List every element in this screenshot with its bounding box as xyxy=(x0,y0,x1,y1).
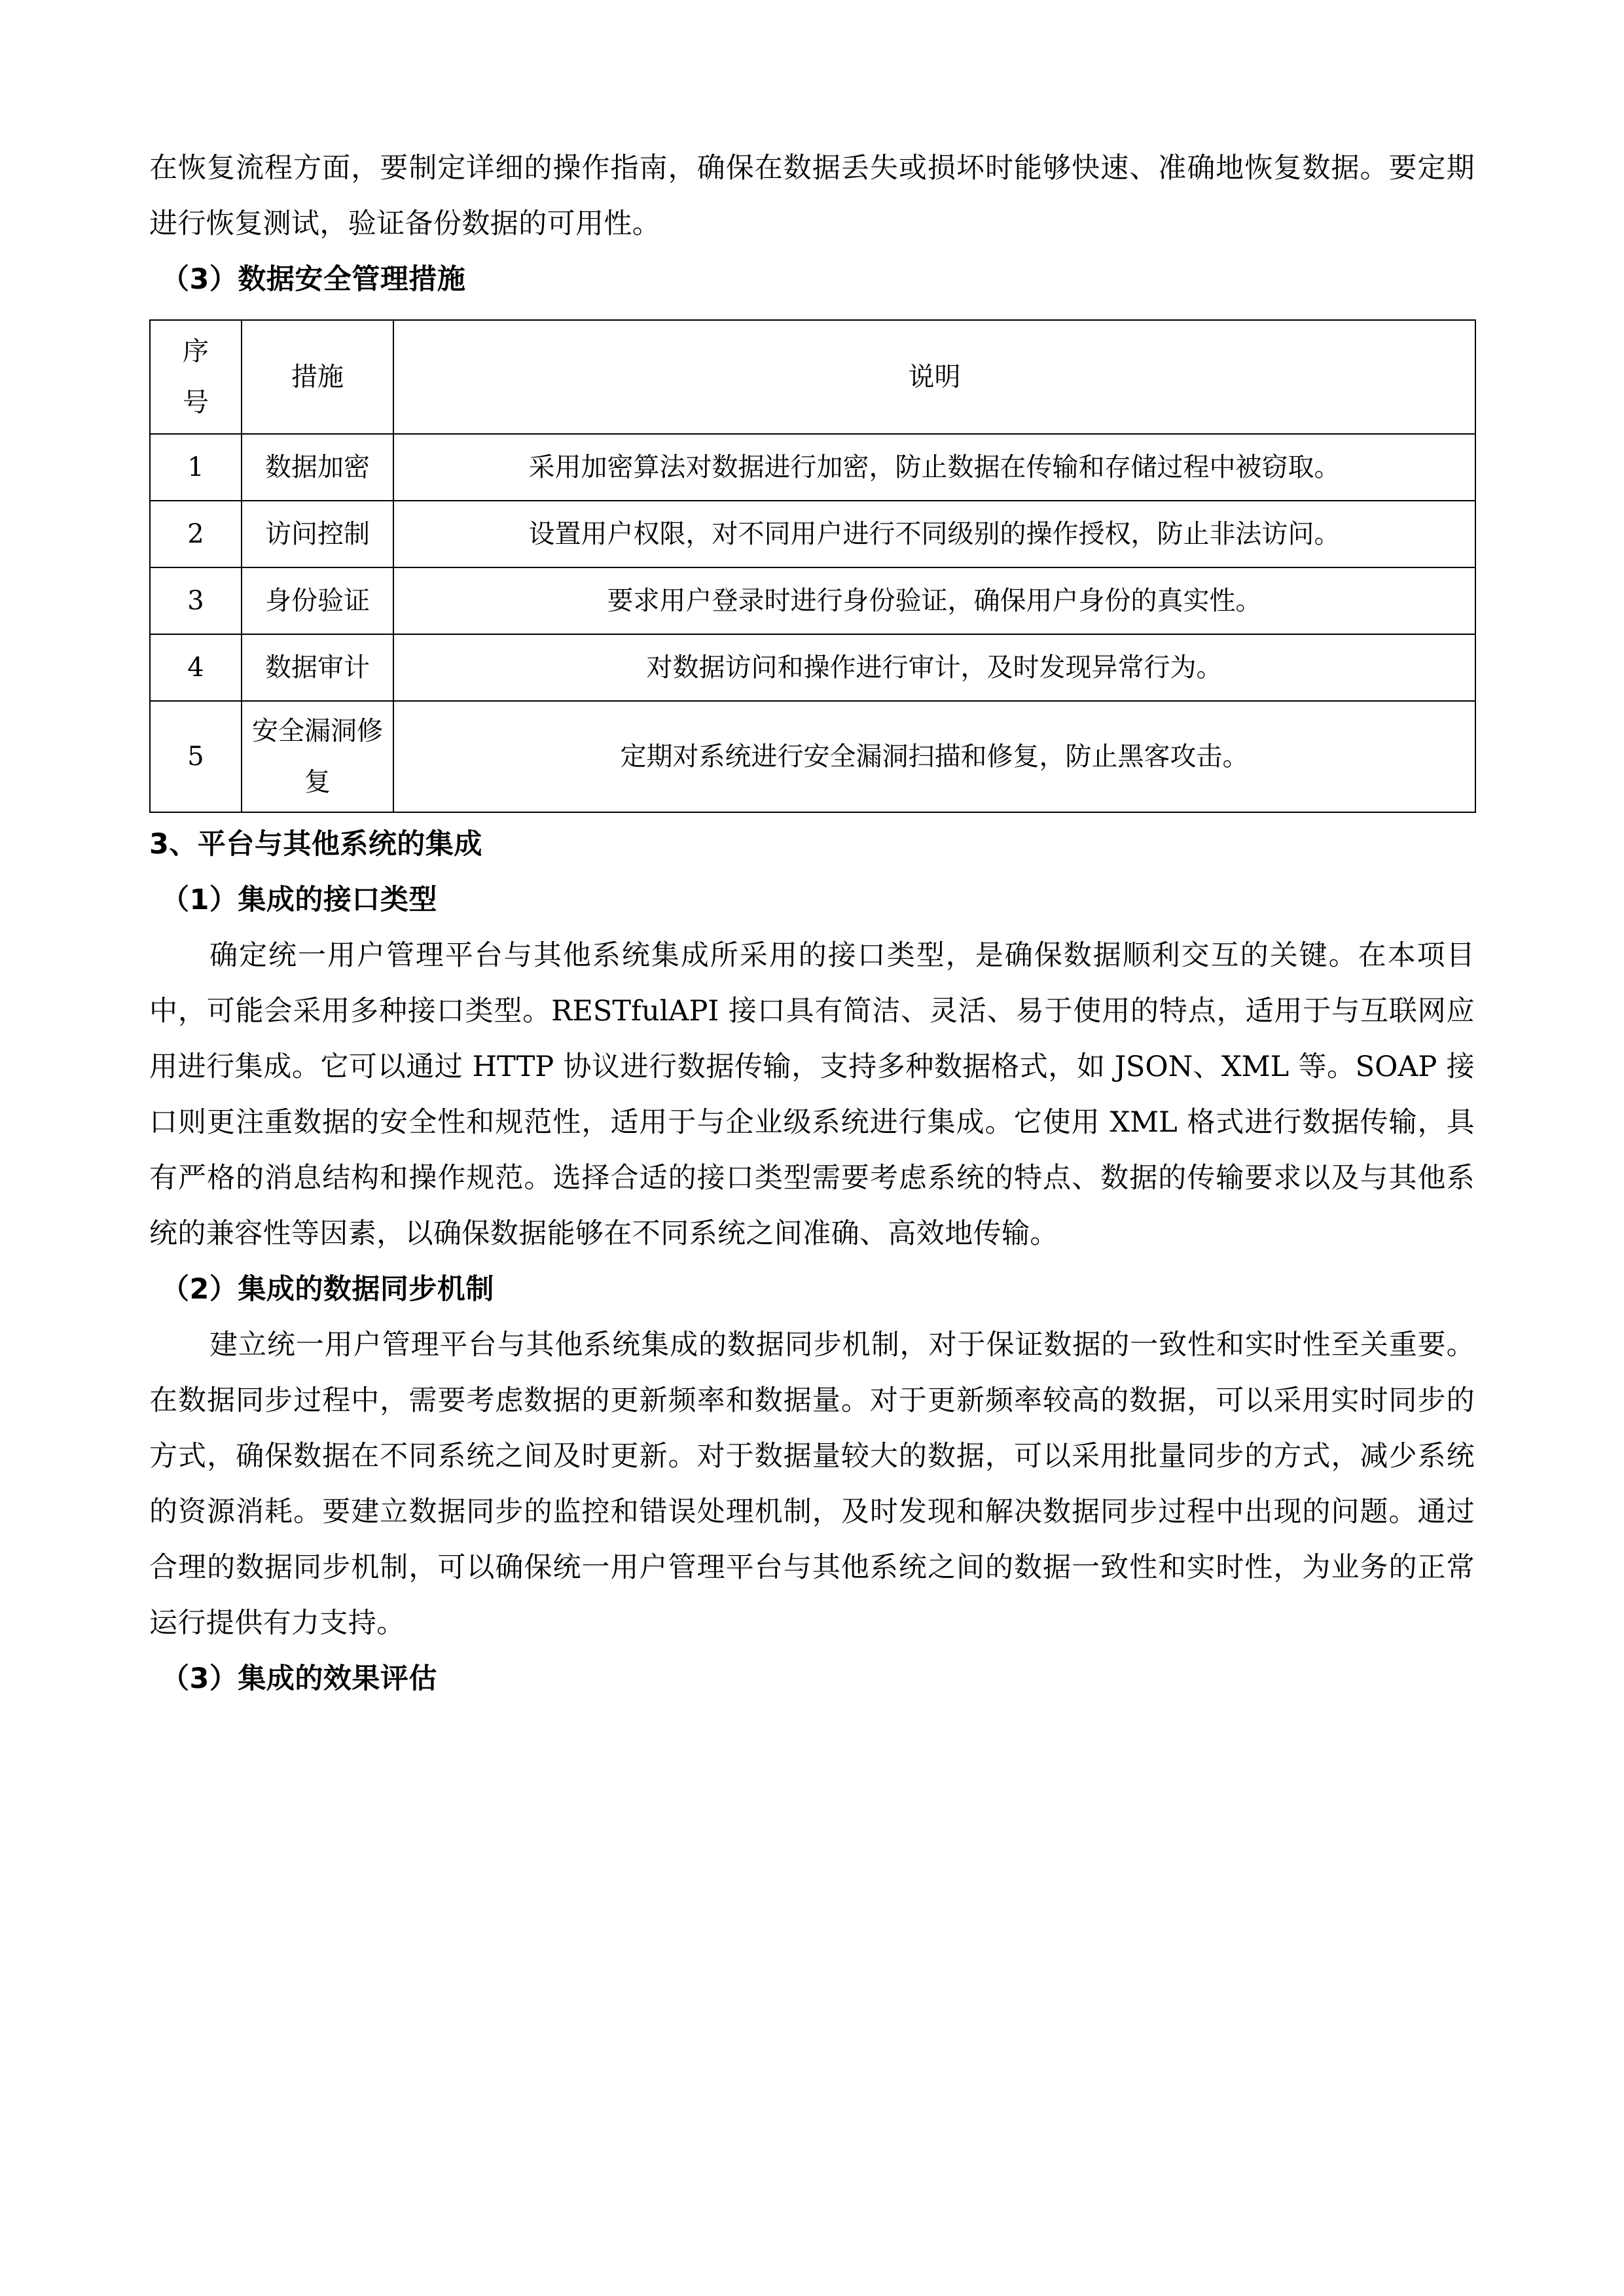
interface-soap: SOAP xyxy=(1355,1050,1437,1083)
interface-http: HTTP xyxy=(472,1050,554,1083)
cell-description: 设置用户权限，对不同用户进行不同级别的操作授权，防止非法访问。 xyxy=(393,501,1475,567)
table-row xyxy=(150,634,1475,701)
cell-measure: 安全漏洞修复 xyxy=(242,701,393,812)
column-header-description: 说明 xyxy=(393,320,1475,434)
paragraph-data-sync-mechanism: 建立统一用户管理平台与其他系统集成的数据同步机制，对于保证数据的一致性和实时性至关重要。在数据同步过程中，需要考虑数据的更新频率和数据量。对于更新频率较高的数据，可以采用实时同步的方式，确保数据在不同系统之间及时更新。对于数据量较大的数据，可以采用批量同步的方式，减少系统的资源消耗。要建立数据同步的监控和错误处理机制，及时发现和解决数据同步过程中出现的问题。通过合理的数据同步机制，可以确保统一用户管理平台与其他系统之间的数据一致性和实时性，为业务的正常运行提供有力支持。 xyxy=(149,1329,1475,1640)
table-row xyxy=(150,567,1475,634)
column-header-no-line1: 序 xyxy=(183,336,209,367)
cell-measure: 身份验证 xyxy=(242,567,393,634)
interface-text-part3: 协议进行数据传输，支持多种数据格式，如 xyxy=(554,1050,1115,1083)
paragraph-interface-type xyxy=(149,928,1475,1262)
interface-text-part6: 接口则更注重数据的安全性和规范性，适用于与企业级系统进行集成。它使用 xyxy=(149,1050,1475,1139)
interface-text-part5: 等。 xyxy=(1289,1050,1356,1083)
cell-description: 采用加密算法对数据进行加密，防止数据在传输和存储过程中被窃取。 xyxy=(393,434,1475,501)
heading-interface-type: （1）集成的接口类型 xyxy=(161,884,437,916)
heading-integration-effect-evaluation: （3）集成的效果评估 xyxy=(161,1662,437,1695)
table-row xyxy=(150,501,1475,567)
heading-platform-integration: 3、平台与其他系统的集成 xyxy=(149,828,482,861)
interface-json: JSON xyxy=(1114,1050,1193,1083)
interface-xml: XML xyxy=(1221,1050,1290,1083)
cell-no: 2 xyxy=(150,501,242,567)
heading-data-sync-mechanism: （2）集成的数据同步机制 xyxy=(161,1273,494,1306)
cell-description: 定期对系统进行安全漏洞扫描和修复，防止黑客攻击。 xyxy=(393,701,1475,812)
interface-text-part4: 、 xyxy=(1193,1050,1222,1083)
table-header-row xyxy=(150,320,1475,434)
table-row xyxy=(150,701,1475,812)
cell-description: 对数据访问和操作进行审计，及时发现异常行为。 xyxy=(393,634,1475,701)
cell-no: 5 xyxy=(150,701,242,812)
interface-restfulapi: RESTfulAPI xyxy=(551,995,719,1028)
interface-text-part1: 确定统一用户管理平台与其他系统集成所采用的接口类型，是确保数据顺利交互的关键。在本项目中，可能会采用多种接口类型。 xyxy=(149,939,1475,1028)
interface-text-part7: 格式进行数据传输，具有严格的消息结构和操作规范。选择合适的接口类型需要考虑系统的特点、数据的传输要求以及与其他系统的兼容性等因素，以确保数据能够在不同系统之间准确、高效地传输。 xyxy=(149,1106,1475,1250)
cell-measure: 数据审计 xyxy=(242,634,393,701)
cell-no: 1 xyxy=(150,434,242,501)
column-header-measure: 措施 xyxy=(242,320,393,434)
heading-data-security-measures: （3）数据安全管理措施 xyxy=(161,263,466,296)
cell-no: 3 xyxy=(150,567,242,634)
column-header-no xyxy=(150,320,242,434)
table-header xyxy=(150,320,1475,434)
table-body xyxy=(150,434,1475,812)
cell-measure: 数据加密 xyxy=(242,434,393,501)
document-body xyxy=(149,141,1475,1707)
interface-text-part2: 接口具有简洁、灵活、易于使用的特点，适用于与互联网应用进行集成。它可以通过 xyxy=(149,995,1475,1083)
cell-description: 要求用户登录时进行身份验证，确保用户身份的真实性。 xyxy=(393,567,1475,634)
cell-measure: 访问控制 xyxy=(242,501,393,567)
cell-no: 4 xyxy=(150,634,242,701)
paragraph-recovery-process: 在恢复流程方面，要制定详细的操作指南，确保在数据丢失或损坏时能够快速、准确地恢复数据。要定期进行恢复测试，验证备份数据的可用性。 xyxy=(149,152,1475,240)
table-row xyxy=(150,434,1475,501)
interface-xml-2: XML xyxy=(1110,1106,1178,1139)
column-header-no-line2: 号 xyxy=(183,387,209,418)
security-measures-table xyxy=(149,319,1476,813)
